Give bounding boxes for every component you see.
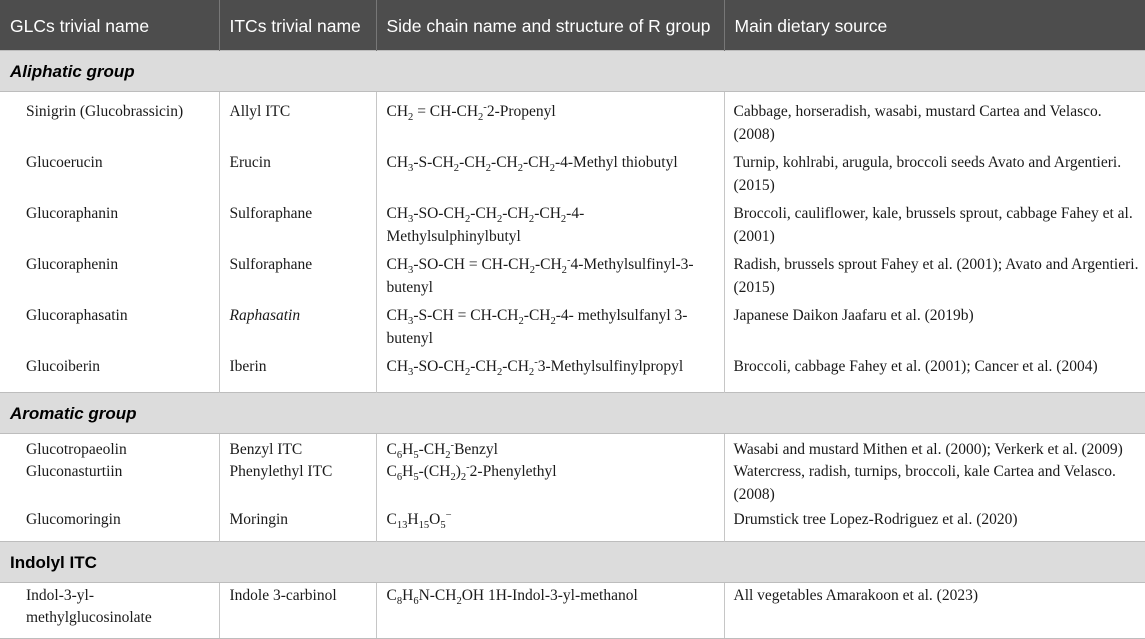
group-row-indolyl (0, 541, 1145, 582)
r-group: $CH_3-SO-CH_2-CH_2-CH_2-CH_2-4$-Methylsulphinylbutyl (376, 197, 724, 248)
table-row (0, 433, 1145, 461)
dietary-source: Watercress, radish, turnips, broccoli, kale Cartea and Velasco. (2008) (733, 463, 1116, 503)
group-label-aromatic: Aromatic group (0, 392, 1145, 433)
table-row (0, 299, 1145, 350)
dietary-source: Broccoli, cabbage Fahey et al. (2001); Cancer et al. (2004) (733, 358, 1098, 375)
dietary-source: All vegetables Amarakoon et al. (2023) (724, 582, 1145, 638)
glc-name: Glucoerucin (0, 146, 219, 197)
r-group: $C_8H_6N-CH_2OH$ 1H-Indol-3-yl-methanol (376, 582, 724, 638)
itc-name: Iberin (219, 350, 376, 392)
itc-name: Raphasatin (219, 299, 376, 350)
table-row (0, 507, 1145, 541)
itc-name: Indole 3-carbinol (219, 582, 376, 638)
group-label-aliphatic: Aliphatic group (0, 51, 1145, 92)
r-group: $CH_3-S-CH = CH-CH_2-CH_2-4-$ methylsulfanyl 3-butenyl (376, 299, 724, 350)
table-row (0, 461, 1145, 507)
glc-name: Sinigrin (Glucobrassicin) (0, 92, 219, 147)
dietary-source: Cabbage, horseradish, wasabi, mustard Cartea and Velasco. (2008) (733, 103, 1102, 143)
dietary-source: Radish, brussels sprout Fahey et al. (2001); Avato and Argentieri. (2015) (733, 256, 1139, 296)
itc-name: Phenylethyl ITC (219, 461, 376, 507)
header-glcs: GLCs trivial name (0, 0, 219, 51)
glc-name: Glucoiberin (0, 350, 219, 392)
r-group: $C_{13}H_{15}O_5^-$ (376, 507, 724, 541)
table-row (0, 582, 1145, 638)
glc-name: Indol-3-yl-methylglucosinolate (0, 582, 219, 638)
r-group: $CH_3-S-CH_2-CH_2-CH_2-CH_2-4$-Methyl thiobutyl (376, 146, 724, 197)
dietary-source: Turnip, kohlrabi, arugula, broccoli seeds Avato and Argentieri. (2015) (733, 154, 1122, 194)
glc-name: Glucomoringin (0, 507, 219, 541)
dietary-source: Wasabi and mustard Mithen et al. (2000); Verkerk et al. (2009) (733, 440, 1123, 458)
header-side-chain: Side chain name and structure of R group (376, 0, 724, 51)
itc-name: Moringin (219, 507, 376, 541)
header-itcs: ITCs trivial name (219, 0, 376, 51)
glc-name: Gluconasturtiin (0, 461, 219, 507)
group-row-aliphatic (0, 51, 1145, 92)
header-dietary-source: Main dietary source (724, 0, 1145, 51)
dietary-source: Broccoli, cauliflower, kale, brussels sprout, cabbage Fahey et al. (2001) (733, 205, 1133, 245)
r-group: $C_6H_5-CH_2^-Benzyl$ (376, 433, 724, 461)
dietary-source: Drumstick tree Lopez-Rodriguez et al. (2020) (733, 511, 1018, 528)
dietary-source: Japanese Daikon Jaafaru et al. (2019b) (733, 307, 974, 324)
r-group: $CH_2$ = $CH-CH_2^-2$-Propenyl (376, 92, 724, 147)
group-label-indolyl: Indolyl ITC (0, 541, 1145, 582)
itc-name: Allyl ITC (219, 92, 376, 147)
glc-name: Glucotropaeolin (0, 433, 219, 461)
r-group: $C_6H_5-(CH_2)_2^-2$-Phenylethyl (376, 461, 724, 507)
table-row (0, 248, 1145, 299)
glc-name: Glucoraphanin (0, 197, 219, 248)
itc-name: Benzyl ITC (219, 433, 376, 461)
table-row (0, 146, 1145, 197)
table-row (0, 92, 1145, 147)
glc-name: Glucoraphasatin (0, 299, 219, 350)
r-group: $CH_3-SO-CH$ = $CH-CH_2-CH_2^-4-Methylsulfinyl-3$-butenyl (376, 248, 724, 299)
itc-name: Sulforaphane (219, 248, 376, 299)
table-row (0, 350, 1145, 392)
itc-name: Erucin (219, 146, 376, 197)
r-group: $CH_3-SO-CH_2-CH_2-CH_2^-3$-Methylsulfinylpropyl (376, 350, 724, 392)
table-row (0, 197, 1145, 248)
itc-name: Sulforaphane (219, 197, 376, 248)
glc-name: Glucoraphenin (0, 248, 219, 299)
group-row-aromatic (0, 392, 1145, 433)
header-row (0, 0, 1145, 51)
